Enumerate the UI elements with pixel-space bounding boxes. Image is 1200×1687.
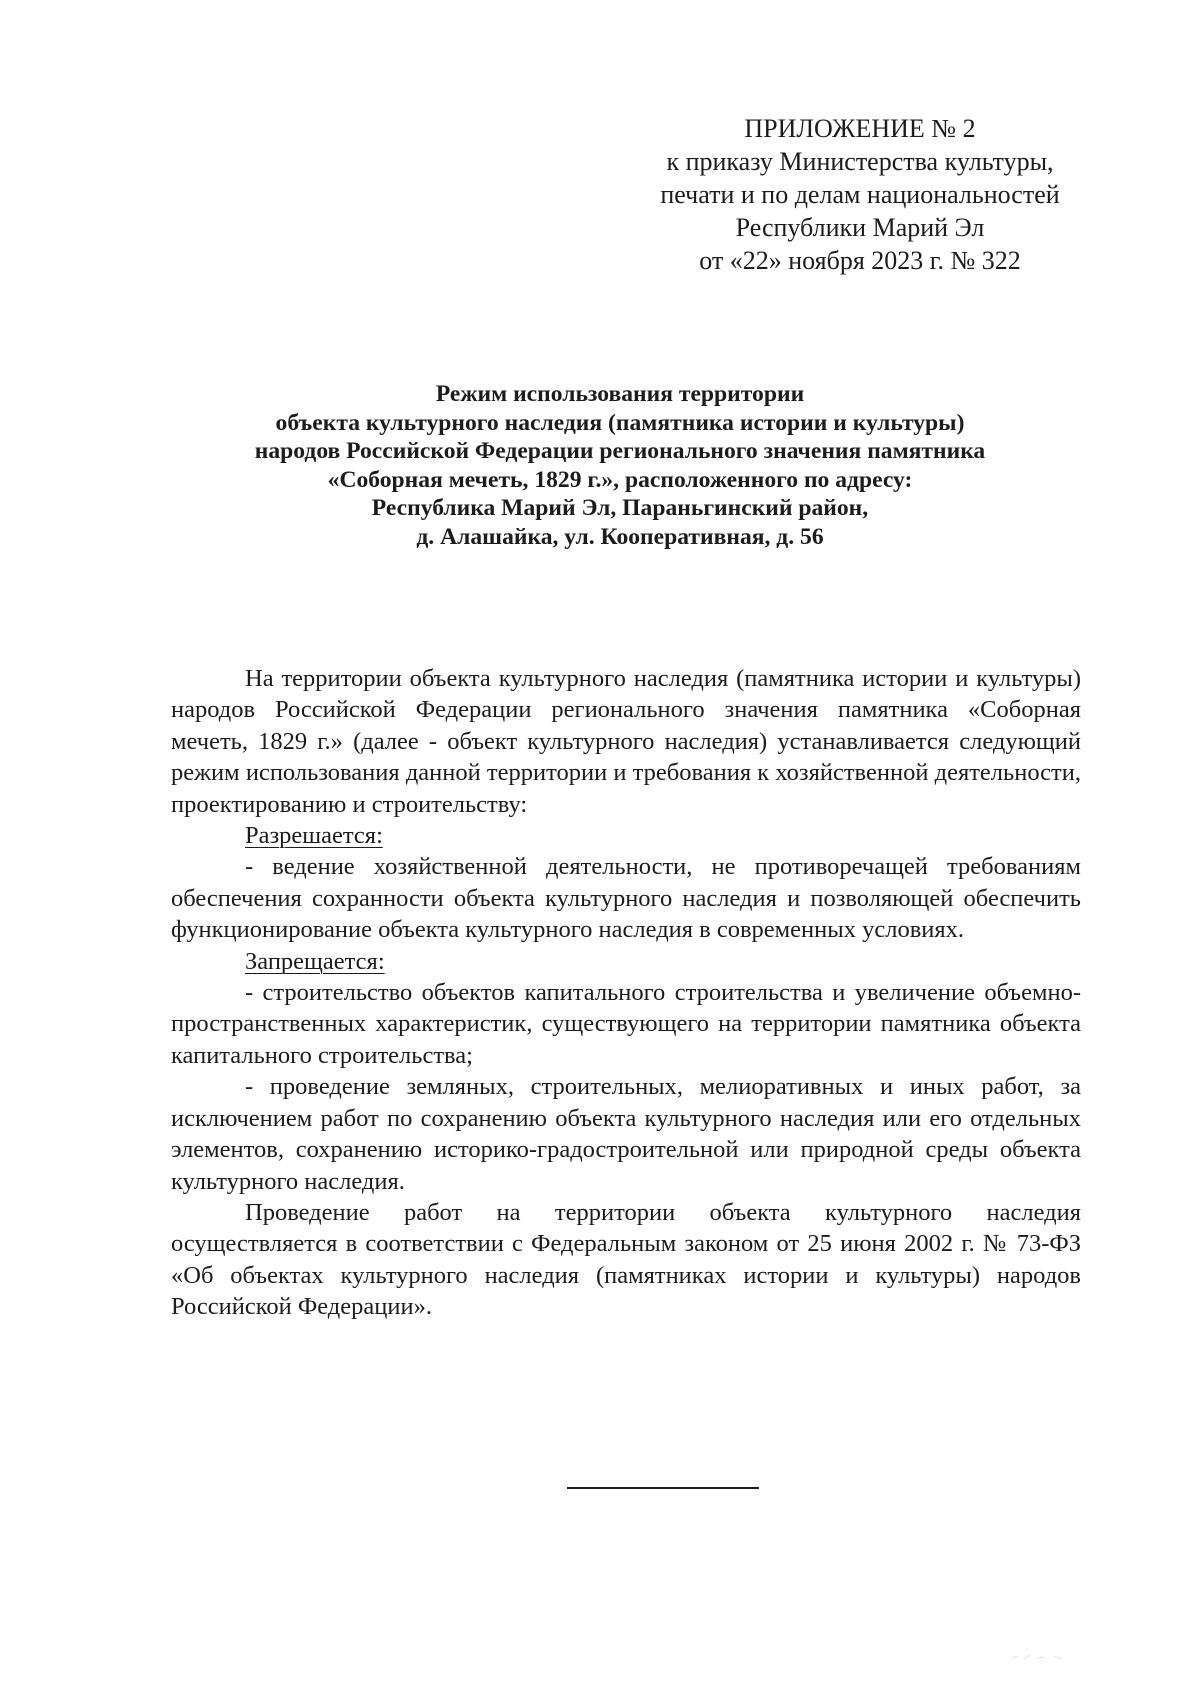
appendix-number: ПРИЛОЖЕНИЕ № 2 xyxy=(744,114,976,143)
title-line: д. Алашайка, ул. Кооперативная, д. 56 xyxy=(416,523,824,550)
appendix-date-number: от «22» ноября 2023 г. № 322 xyxy=(699,246,1021,275)
document-body xyxy=(171,663,1081,1323)
title-line: «Соборная мечеть, 1829 г.», расположенного по адресу: xyxy=(327,466,913,493)
appendix-republic: Республики Марий Эл xyxy=(735,213,985,242)
allowed-item: - ведение хозяйственной деятельности, не противоречащей требованиям обеспечения сохранности объекта культурного наследия и позволяющей обеспечить функционирование объекта культурного наследия в современных условиях. xyxy=(171,853,1081,944)
allowed-heading xyxy=(171,820,1081,851)
appendix-ministry: печати и по делам национальностей xyxy=(660,180,1060,209)
prohibited-heading-text: Запрещается: xyxy=(245,947,385,975)
title-line: Режим использования территории xyxy=(435,381,805,407)
allowed-heading-text: Разрешается: xyxy=(245,822,383,850)
closing-paragraph: Проведение работ на территории объекта культурного наследия осуществляется в соответствии с Федеральным законом от 25 июня 2002 г. № 73-ФЗ «Об объектах культурного наследия (памятниках истории и культуры) народов Российской Федерации». xyxy=(171,1198,1081,1321)
prohibited-heading xyxy=(171,946,1081,977)
intro-paragraph: На территории объекта культурного наследия (памятника истории и культуры) народов Российской Федерации регионального значения памятника «Соборная мечеть, 1829 г.» (далее - объект культурного наследия) устанавливается следующий режим использования данной территории и требования к хозяйственной деятельности, проектированию и строительству: xyxy=(171,665,1081,818)
prohibited-item: - строительство объектов капитального строительства и увеличение объемно-пространственных характеристик, существующего на территории памятника объекта капитального строительства; xyxy=(171,979,1081,1069)
title-line: Республика Марий Эл, Параньгинский район, xyxy=(371,495,869,522)
document-title xyxy=(130,380,1110,552)
title-line: объекта культурного наследия (памятника истории и культуры) xyxy=(275,409,965,436)
appendix-order-ref: к приказу Министерства культуры, xyxy=(666,147,1054,176)
prohibited-item: - проведение земляных, строительных, мелиоративных и иных работ, за исключением работ по сохранению объекта культурного наследия или его отдельных элементов, сохранению историко-градостроительной или природной среды объекта культурного наследия. xyxy=(171,1073,1081,1195)
end-separator-line xyxy=(567,1487,759,1489)
scan-artifact xyxy=(1010,1650,1070,1662)
title-line: народов Российской Федерации регионального значения памятника xyxy=(254,438,986,465)
appendix-header xyxy=(600,112,1120,277)
